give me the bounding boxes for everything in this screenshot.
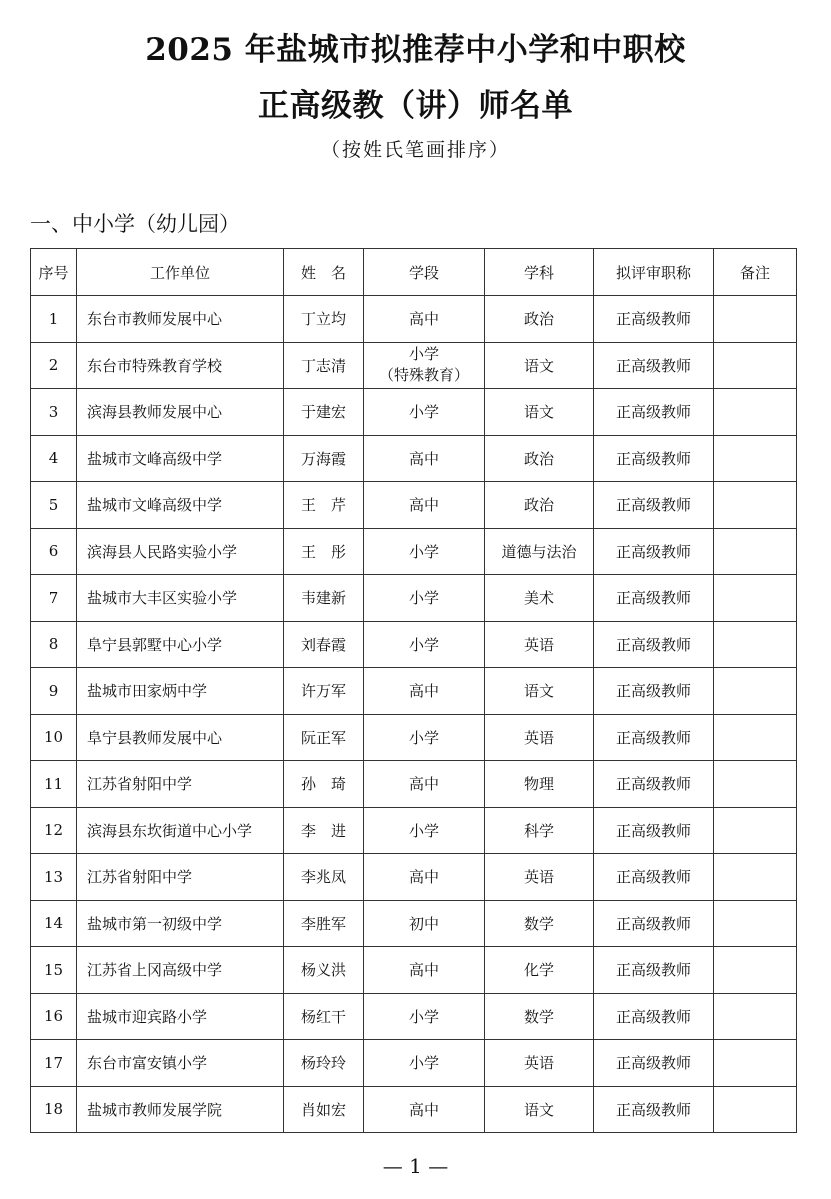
cell-remark [714,900,797,947]
header-remark: 备注 [714,249,797,296]
cell-name: 孙 琦 [284,761,364,808]
stage-text: 小学 [408,345,439,364]
cell-name: 许万军 [284,668,364,715]
cell-title: 正高级教师 [594,993,714,1040]
header-unit: 工作单位 [77,249,284,296]
cell-title: 正高级教师 [594,668,714,715]
cell-subject: 物理 [485,761,594,808]
cell-unit: 东台市富安镇小学 [77,1040,284,1087]
cell-subject: 语文 [485,342,594,389]
cell-index: 17 [31,1040,77,1087]
document-subtitle: （按姓氏笔画排序） [320,139,510,161]
cell-unit: 江苏省射阳中学 [77,761,284,808]
cell-unit: 盐城市迎宾路小学 [77,993,284,1040]
table-row [31,947,797,994]
cell-name: 王 彤 [284,528,364,575]
cell-remark [714,389,797,436]
cell-index: 13 [31,854,77,901]
cell-index: 4 [31,435,77,482]
cell-name: 李胜军 [284,900,364,947]
table-row [31,807,797,854]
cell-stage: 初中 [364,900,485,947]
table-row [31,342,797,389]
cell-unit: 阜宁县教师发展中心 [77,714,284,761]
cell-subject: 政治 [485,296,594,343]
cell-name: 肖如宏 [284,1086,364,1133]
table-row [31,296,797,343]
cell-unit: 阜宁县郭墅中心小学 [77,621,284,668]
cell-title: 正高级教师 [594,528,714,575]
cell-stage: 小学 [364,528,485,575]
stage-note: （特殊教育） [378,366,469,385]
table-header-row [31,249,797,296]
cell-unit: 盐城市教师发展学院 [77,1086,284,1133]
cell-index: 12 [31,807,77,854]
cell-index: 3 [31,389,77,436]
cell-unit: 东台市教师发展中心 [77,296,284,343]
cell-stage: 小学 [364,993,485,1040]
cell-subject: 科学 [485,807,594,854]
cell-name: 李 进 [284,807,364,854]
table-row [31,435,797,482]
cell-unit: 江苏省上冈高级中学 [77,947,284,994]
header-subject: 学科 [485,249,594,296]
cell-unit: 江苏省射阳中学 [77,854,284,901]
cell-stage [364,342,485,389]
cell-subject: 美术 [485,575,594,622]
cell-title: 正高级教师 [594,1040,714,1087]
cell-title: 正高级教师 [594,854,714,901]
cell-title: 正高级教师 [594,714,714,761]
cell-subject: 数学 [485,900,594,947]
cell-index: 15 [31,947,77,994]
cell-stage: 高中 [364,761,485,808]
cell-subject: 语文 [485,668,594,715]
cell-remark [714,807,797,854]
cell-remark [714,668,797,715]
cell-subject: 政治 [485,482,594,529]
cell-remark [714,342,797,389]
cell-remark [714,854,797,901]
document-title-line-2: 正高级教（讲）师名单 [258,88,573,124]
cell-stage: 小学 [364,621,485,668]
header-title: 拟评审职称 [594,249,714,296]
table-row [31,482,797,529]
cell-subject: 数学 [485,993,594,1040]
cell-remark [714,1040,797,1087]
cell-name: 李兆凤 [284,854,364,901]
cell-remark [714,993,797,1040]
cell-title: 正高级教师 [594,389,714,436]
cell-index: 2 [31,342,77,389]
cell-remark [714,575,797,622]
table-row [31,668,797,715]
cell-subject: 语文 [485,1086,594,1133]
cell-subject: 英语 [485,854,594,901]
cell-name: 杨义洪 [284,947,364,994]
table-row [31,714,797,761]
cell-index: 8 [31,621,77,668]
cell-remark [714,621,797,668]
table-row [31,575,797,622]
cell-remark [714,1086,797,1133]
cell-name: 王 芹 [284,482,364,529]
cell-unit: 盐城市第一初级中学 [77,900,284,947]
cell-unit: 滨海县人民路实验小学 [77,528,284,575]
section-heading: 一、中小学（幼儿园） [30,212,240,236]
cell-title: 正高级教师 [594,296,714,343]
cell-subject: 英语 [485,714,594,761]
cell-subject: 英语 [485,621,594,668]
cell-index: 9 [31,668,77,715]
cell-name: 韦建新 [284,575,364,622]
cell-unit: 盐城市大丰区实验小学 [77,575,284,622]
cell-title: 正高级教师 [594,435,714,482]
cell-stage: 高中 [364,296,485,343]
table-row [31,528,797,575]
cell-stage: 小学 [364,575,485,622]
table-row [31,1040,797,1087]
cell-index: 10 [31,714,77,761]
cell-title: 正高级教师 [594,482,714,529]
cell-unit: 盐城市文峰高级中学 [77,435,284,482]
cell-title: 正高级教师 [594,807,714,854]
page-number: — 1 — [382,1154,449,1178]
cell-stage: 高中 [364,668,485,715]
cell-stage: 高中 [364,1086,485,1133]
cell-remark [714,528,797,575]
cell-name: 丁立均 [284,296,364,343]
header-stage: 学段 [364,249,485,296]
cell-title: 正高级教师 [594,947,714,994]
cell-name: 杨玲玲 [284,1040,364,1087]
table-row [31,389,797,436]
cell-name: 阮正军 [284,714,364,761]
teacher-roster-table [30,248,797,1133]
cell-remark [714,947,797,994]
document-title-line-1: 2025 年盐城市拟推荐中小学和中职校 [145,32,686,68]
cell-unit: 盐城市田家炳中学 [77,668,284,715]
cell-subject: 化学 [485,947,594,994]
cell-subject: 语文 [485,389,594,436]
cell-subject: 英语 [485,1040,594,1087]
cell-stage: 小学 [364,807,485,854]
table-row [31,993,797,1040]
cell-title: 正高级教师 [594,900,714,947]
cell-index: 6 [31,528,77,575]
cell-title: 正高级教师 [594,342,714,389]
table-row [31,621,797,668]
table-row [31,761,797,808]
cell-name: 于建宏 [284,389,364,436]
cell-name: 刘春霞 [284,621,364,668]
cell-unit: 东台市特殊教育学校 [77,342,284,389]
table-row [31,900,797,947]
table-body [31,296,797,1133]
cell-stage: 高中 [364,482,485,529]
cell-remark [714,761,797,808]
cell-subject: 政治 [485,435,594,482]
table-row [31,854,797,901]
cell-index: 5 [31,482,77,529]
cell-remark [714,482,797,529]
cell-unit: 盐城市文峰高级中学 [77,482,284,529]
header-name: 姓 名 [284,249,364,296]
cell-title: 正高级教师 [594,761,714,808]
cell-title: 正高级教师 [594,1086,714,1133]
cell-stage: 高中 [364,854,485,901]
cell-index: 11 [31,761,77,808]
cell-index: 18 [31,1086,77,1133]
cell-index: 1 [31,296,77,343]
table-row [31,1086,797,1133]
cell-index: 14 [31,900,77,947]
cell-unit: 滨海县教师发展中心 [77,389,284,436]
cell-unit: 滨海县东坎街道中心小学 [77,807,284,854]
cell-stage: 小学 [364,389,485,436]
cell-remark [714,714,797,761]
cell-stage: 小学 [364,714,485,761]
cell-subject: 道德与法治 [485,528,594,575]
cell-index: 7 [31,575,77,622]
cell-remark [714,435,797,482]
cell-name: 杨红干 [284,993,364,1040]
cell-remark [714,296,797,343]
cell-title: 正高级教师 [594,575,714,622]
cell-name: 万海霞 [284,435,364,482]
cell-name: 丁志清 [284,342,364,389]
cell-stage: 高中 [364,947,485,994]
cell-index: 16 [31,993,77,1040]
header-index: 序号 [31,249,77,296]
cell-stage: 高中 [364,435,485,482]
cell-title: 正高级教师 [594,621,714,668]
cell-stage: 小学 [364,1040,485,1087]
